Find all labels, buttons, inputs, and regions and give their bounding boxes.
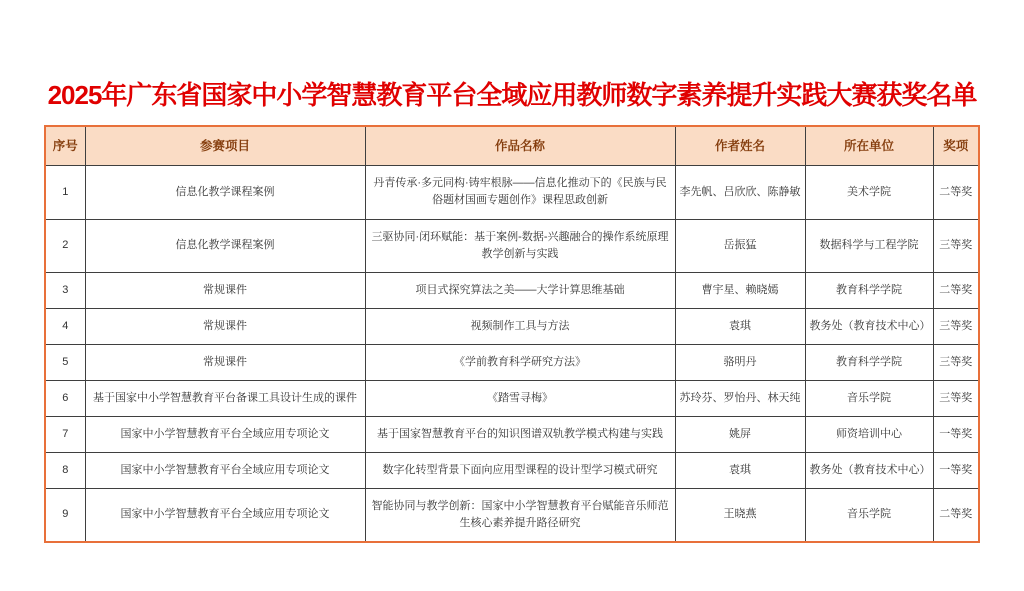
cell-index: 1 — [45, 166, 85, 219]
cell-project: 国家中小学智慧教育平台全域应用专项论文 — [85, 452, 365, 488]
table-row — [45, 452, 979, 488]
cell-authors: 姚屏 — [675, 416, 805, 452]
cell-project: 信息化教学课程案例 — [85, 219, 365, 272]
cell-unit: 教育科学学院 — [805, 344, 933, 380]
cell-unit: 教育科学学院 — [805, 272, 933, 308]
cell-authors: 岳振猛 — [675, 219, 805, 272]
table-row — [45, 308, 979, 344]
cell-award: 三等奖 — [933, 219, 979, 272]
cell-project: 常规课件 — [85, 308, 365, 344]
column-header-authors: 作者姓名 — [675, 126, 805, 166]
cell-unit: 音乐学院 — [805, 380, 933, 416]
cell-unit: 音乐学院 — [805, 488, 933, 542]
cell-award: 二等奖 — [933, 488, 979, 542]
cell-award: 三等奖 — [933, 380, 979, 416]
column-header-award: 奖项 — [933, 126, 979, 166]
cell-work: 项目式探究算法之美——大学计算思维基础 — [365, 272, 675, 308]
cell-authors: 曹宇星、赖晓嫣 — [675, 272, 805, 308]
cell-index: 7 — [45, 416, 85, 452]
cell-work: 基于国家智慧教育平台的知识图谱双轨教学模式构建与实践 — [365, 416, 675, 452]
table-row — [45, 344, 979, 380]
cell-index: 5 — [45, 344, 85, 380]
column-header-project: 参赛项目 — [85, 126, 365, 166]
awards-table — [44, 125, 980, 543]
cell-authors: 袁琪 — [675, 308, 805, 344]
cell-award: 三等奖 — [933, 344, 979, 380]
table-row — [45, 219, 979, 272]
cell-index: 9 — [45, 488, 85, 542]
table-row — [45, 272, 979, 308]
cell-index: 3 — [45, 272, 85, 308]
table-row — [45, 166, 979, 219]
cell-index: 6 — [45, 380, 85, 416]
table-row — [45, 488, 979, 542]
cell-work: 视频制作工具与方法 — [365, 308, 675, 344]
cell-work: 三驱协同·闭环赋能：基于案例-数据-兴趣融合的操作系统原理教学创新与实践 — [365, 219, 675, 272]
cell-authors: 李先帆、吕欣欣、陈静敏 — [675, 166, 805, 219]
cell-project: 信息化教学课程案例 — [85, 166, 365, 219]
column-header-index: 序号 — [45, 126, 85, 166]
cell-unit: 教务处（教育技术中心） — [805, 308, 933, 344]
cell-index: 2 — [45, 219, 85, 272]
cell-unit: 美术学院 — [805, 166, 933, 219]
cell-award: 二等奖 — [933, 272, 979, 308]
cell-unit: 教务处（教育技术中心） — [805, 452, 933, 488]
table-header-row — [45, 126, 979, 166]
cell-index: 8 — [45, 452, 85, 488]
cell-project: 常规课件 — [85, 272, 365, 308]
cell-award: 二等奖 — [933, 166, 979, 219]
cell-authors: 苏玲芬、罗怡丹、林天纯 — [675, 380, 805, 416]
cell-index: 4 — [45, 308, 85, 344]
cell-award: 一等奖 — [933, 452, 979, 488]
cell-award: 三等奖 — [933, 308, 979, 344]
cell-work: 《踏雪寻梅》 — [365, 380, 675, 416]
table-row — [45, 380, 979, 416]
column-header-work: 作品名称 — [365, 126, 675, 166]
cell-authors: 骆明丹 — [675, 344, 805, 380]
cell-unit: 数据科学与工程学院 — [805, 219, 933, 272]
cell-project: 常规课件 — [85, 344, 365, 380]
cell-authors: 王晓燕 — [675, 488, 805, 542]
cell-award: 一等奖 — [933, 416, 979, 452]
table-row — [45, 416, 979, 452]
cell-project: 国家中小学智慧教育平台全域应用专项论文 — [85, 416, 365, 452]
column-header-unit: 所在单位 — [805, 126, 933, 166]
page-title: 2025年广东省国家中小学智慧教育平台全域应用教师数字素养提升实践大赛获奖名单 — [47, 80, 977, 110]
cell-project: 国家中小学智慧教育平台全域应用专项论文 — [85, 488, 365, 542]
cell-work: 智能协同与教学创新：国家中小学智慧教育平台赋能音乐师范生核心素养提升路径研究 — [365, 488, 675, 542]
cell-work: 丹青传承·多元同构·铸牢根脉——信息化推动下的《民族与民俗题材国画专题创作》课程思政创新 — [365, 166, 675, 219]
cell-work: 数字化转型背景下面向应用型课程的设计型学习模式研究 — [365, 452, 675, 488]
cell-unit: 师资培训中心 — [805, 416, 933, 452]
table-body — [45, 166, 979, 542]
cell-project: 基于国家中小学智慧教育平台备课工具设计生成的课件 — [85, 380, 365, 416]
cell-authors: 袁琪 — [675, 452, 805, 488]
cell-work: 《学前教育科学研究方法》 — [365, 344, 675, 380]
